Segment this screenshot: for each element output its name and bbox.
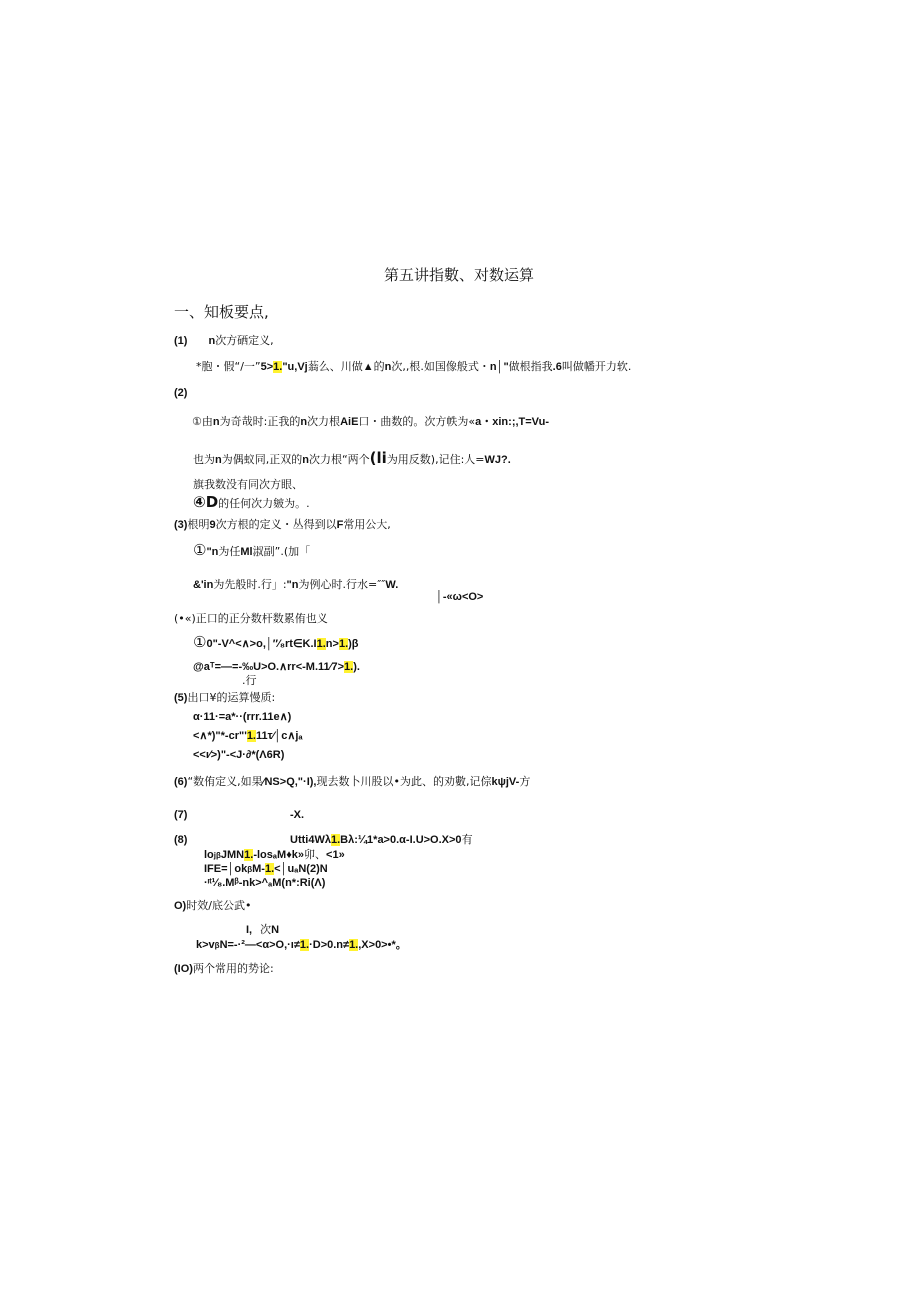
line-8 xyxy=(174,518,391,532)
line-6: 旗我数没有同次方眼、 xyxy=(193,478,303,491)
text: 卯、 xyxy=(304,848,327,861)
formula: <1» xyxy=(326,849,345,861)
subscript: β xyxy=(214,941,220,950)
highlight: 1. xyxy=(246,730,256,742)
line-22-number: (8) xyxy=(174,834,188,846)
formula: N=-·²—<α>O,·ı≠ xyxy=(219,939,300,951)
text: 淑副”.(加「 xyxy=(252,545,311,558)
text: 次方硒定义, xyxy=(215,334,274,347)
text-bold: a・xin:;,T=Vu- xyxy=(475,416,549,428)
text: 根明 xyxy=(187,518,210,531)
formula: M- xyxy=(252,863,265,875)
formula: Utti4Wλ xyxy=(290,834,331,846)
text-bold: F xyxy=(336,519,344,531)
text: 时效/底公武• xyxy=(186,899,252,912)
item-number: (5) xyxy=(174,692,188,704)
subscript: ₐ xyxy=(294,863,299,875)
line-24 xyxy=(204,862,328,877)
highlight: 1. xyxy=(299,939,310,951)
text: 次方根的定义・丛得到以 xyxy=(215,518,337,531)
text: 为例心时.行水=″″ xyxy=(298,578,386,591)
item-number: (1) xyxy=(174,335,188,347)
text-bold: n xyxy=(208,335,216,347)
circle-number: ① xyxy=(193,633,207,651)
formula: lo xyxy=(204,849,214,861)
line-17: α·11·=a*··(rrr.11e∧) xyxy=(193,711,292,723)
text-bold: AiE xyxy=(340,416,359,428)
line-25: ·ᶦᵗ¹⁄₈.Mᵝ-nk>^ₐM(n*:Ri(Λ) xyxy=(204,877,326,889)
text-bold: WJ?. xyxy=(484,454,511,466)
highlight: 1. xyxy=(244,849,254,861)
formula: -los xyxy=(253,849,273,861)
text-bold: 9 xyxy=(209,519,216,531)
text: 为用反数),记住:人= xyxy=(386,453,485,466)
line-26 xyxy=(174,899,251,913)
formula: IFE=│ok xyxy=(204,863,248,875)
text-bold: "n xyxy=(286,579,299,591)
subscript: β xyxy=(247,865,253,874)
highlight: 1. xyxy=(316,638,326,650)
formula: <∧*)"*-cr"' xyxy=(193,730,247,742)
text-bold: n xyxy=(300,416,308,428)
highlight: 1. xyxy=(273,361,283,373)
text: 的任何次力皴为。. xyxy=(218,497,310,510)
formula: ,X>0>•*。 xyxy=(358,939,407,951)
text: 口・曲数的。次方帙为« xyxy=(358,415,476,428)
highlight: 1. xyxy=(349,939,359,951)
text: 常用公大, xyxy=(343,518,391,531)
text-bold: n xyxy=(215,454,222,466)
line-20 xyxy=(174,775,530,789)
text: 的 xyxy=(373,360,385,373)
formula: ). xyxy=(353,661,360,673)
line-28 xyxy=(196,938,407,953)
line-13 xyxy=(193,635,359,651)
text-bold: n xyxy=(384,361,392,373)
formula: 0"-V^<∧>o,│″⁄₈rt∈K.I xyxy=(206,638,317,650)
section-heading: 一、知板要点, xyxy=(174,303,269,321)
text: 两个常用的势论: xyxy=(192,962,274,975)
text: 做根指我 xyxy=(508,360,553,373)
highlight: 1. xyxy=(338,638,349,650)
text: *胞・假“/一” xyxy=(196,360,261,373)
text: 为奇哉时:正我的 xyxy=(219,415,301,428)
line-2 xyxy=(196,360,631,374)
line-27 xyxy=(246,923,279,937)
text-bold: W. xyxy=(385,579,399,591)
line-14 xyxy=(193,660,360,674)
line-11: │-«ω<O> xyxy=(436,591,484,603)
subscript: ₐ xyxy=(272,849,278,861)
formula: k>v xyxy=(196,939,215,951)
line-18 xyxy=(193,729,303,743)
line-9 xyxy=(193,543,310,559)
text: 次力根“两个 xyxy=(308,453,370,466)
page-title: 第五讲指數、对数运算 xyxy=(384,266,535,284)
line-7 xyxy=(193,495,310,511)
formula: Bλ:¼1*a>0.α-I.U>O.X>0 xyxy=(340,834,462,846)
item-number: (6) xyxy=(174,776,188,788)
text: ①由 xyxy=(192,415,213,428)
highlight: 1. xyxy=(330,834,341,846)
line-12: (•«)正口的正分数杆数累侑也义 xyxy=(174,612,328,625)
line-4 xyxy=(192,415,549,429)
formula: M♦k» xyxy=(277,849,305,861)
formula: kψjV- xyxy=(491,776,520,788)
line-5 xyxy=(193,451,511,467)
text-bold: n xyxy=(212,416,220,428)
formula: <│u xyxy=(274,863,295,875)
highlight: 1. xyxy=(264,863,275,875)
item-number: (IO) xyxy=(174,963,193,975)
text-bold: ④D xyxy=(193,493,219,511)
item-number: O) xyxy=(174,900,187,912)
subscript: jβ xyxy=(213,851,221,860)
formula: N xyxy=(271,924,280,936)
text: 现去数卜川股以•为此、的劝數,记倧 xyxy=(316,775,492,788)
formula: @aᵀ=—=-‰U>O.∧rr<-M.11⁄7> xyxy=(193,661,345,673)
text: 为偶蚁同,正双的 xyxy=(221,453,303,466)
circle-number: ① xyxy=(193,541,207,559)
formula: )β xyxy=(348,638,359,650)
line-10 xyxy=(193,578,398,592)
formula: n> xyxy=(325,638,339,650)
text-bold: &'in xyxy=(193,579,214,591)
formula: I, xyxy=(246,924,253,936)
formula: ·D>0.n≠ xyxy=(309,939,350,951)
line-19: <<ı∕>)"-<J·∂*(Λ6R) xyxy=(193,749,285,761)
text: “数侑定义,如果 xyxy=(187,775,263,788)
line-1 xyxy=(174,334,274,348)
item-number: (3) xyxy=(174,519,188,531)
text: 也为 xyxy=(193,453,215,466)
text: 次,,根.如国像般式・ xyxy=(391,360,490,373)
formula: 11τ⁄│c∧jₐ xyxy=(256,730,303,742)
text-bold: (li xyxy=(369,449,387,467)
formula: ⁄NS>Q,"·I), xyxy=(262,776,317,788)
line-22 xyxy=(290,833,473,847)
line-15: .行 xyxy=(242,674,257,687)
text-bold: ▲ xyxy=(362,361,374,373)
line-29 xyxy=(174,962,274,976)
text: 蓊么、川做 xyxy=(307,360,363,373)
text-bold: n│" xyxy=(489,361,509,373)
text-bold: .6 xyxy=(552,361,562,373)
text-bold: Ml xyxy=(240,546,253,558)
highlight: 1. xyxy=(344,661,354,673)
text: 有 xyxy=(461,833,473,846)
text: 次 xyxy=(260,923,272,936)
line-3: (2) xyxy=(174,387,188,399)
text: 次力根 xyxy=(307,415,341,428)
text: 出口¥的运算慢质: xyxy=(187,691,276,704)
line-16 xyxy=(174,691,275,705)
text-bold: "n xyxy=(206,546,219,558)
line-21-number: (7) xyxy=(174,809,188,821)
text-bold: n xyxy=(302,454,309,466)
text-bold: 5> xyxy=(260,361,274,373)
text: 为任 xyxy=(218,545,241,558)
formula: N(2)N xyxy=(298,863,328,875)
text: 方 xyxy=(519,775,531,788)
text: 为先般时.行」: xyxy=(213,578,287,591)
formula: JMN xyxy=(220,849,245,861)
line-21: -X. xyxy=(290,809,305,821)
text: 叫做幡开力软. xyxy=(561,360,632,373)
text-bold: "u,Vj xyxy=(282,361,308,373)
line-23 xyxy=(204,848,345,863)
